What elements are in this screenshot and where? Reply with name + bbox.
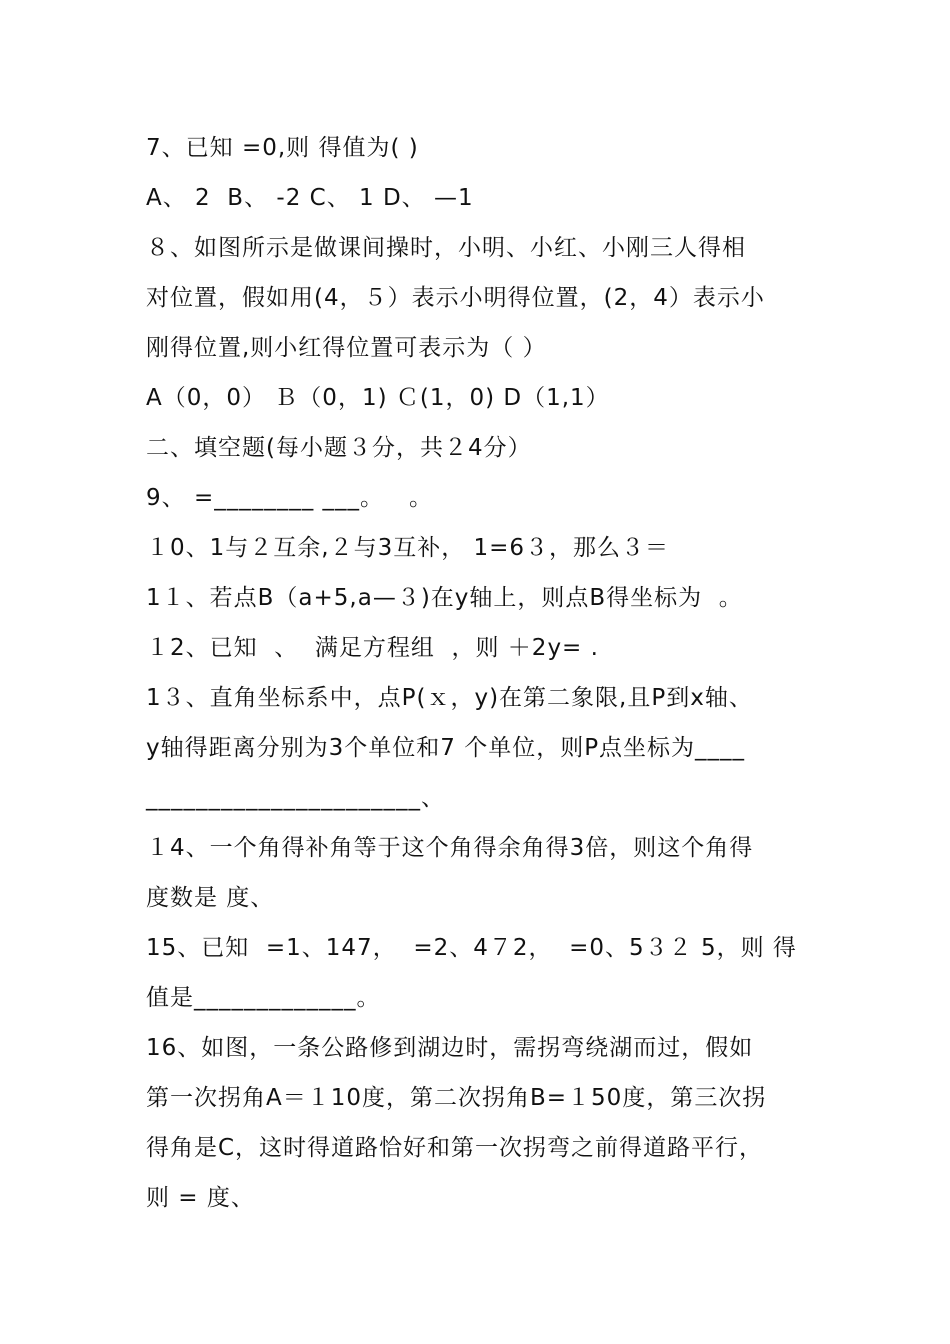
question-16-line-3: 得角是C，这时得道路恰好和第一次拐弯之前得道路平行， <box>146 1135 764 1161</box>
section-heading-fill-in: 二、填空题(每小题３分，共２4分） <box>146 435 532 461</box>
question-8-line-1: ８、如图所示是做课间操时，小明、小红、小刚三人得相 <box>146 235 746 261</box>
question-13-line-2: y轴得距离分别为3个单位和7 个单位，则P点坐标为____ <box>146 735 746 761</box>
question-8-line-2: 对位置，假如用(4，５）表示小明得位置，(2，4）表示小 <box>146 285 765 311</box>
question-8-line-3: 刚得位置,则小红得位置可表示为（ ） <box>146 335 547 361</box>
question-9-text: 9、 =________ ___。 。 <box>146 485 433 511</box>
question-12-text: １2、已知 、 满足方程组 ，则 ＋2y= . <box>146 635 599 661</box>
question-16-line-1: 16、如图，一条公路修到湖边时，需拐弯绕湖而过，假如 <box>146 1035 754 1061</box>
question-16-line-4: 则 = 度、 <box>146 1185 255 1211</box>
question-7-options: A、 2 B、 -2 C、 1 D、 —1 <box>146 185 474 211</box>
question-10-text: １0、1与２互余,２与3互补， 1=6３，那么３＝ <box>146 535 670 561</box>
question-14-line-1: １4、一个角得补角等于这个角得余角得3倍，则这个角得 <box>146 835 754 861</box>
question-7-text: 7、已知 =0,则 得值为( ) <box>146 135 419 161</box>
question-8-options: A（0，0） Ｂ（0，1) Ｃ(1，0) D（1,1） <box>146 385 610 411</box>
question-16-line-2: 第一次拐角A＝１10度，第二次拐角B=１50度，第三次拐 <box>146 1085 767 1111</box>
question-14-line-2: 度数是 度、 <box>146 885 275 911</box>
question-11-text: 1１、若点B（a+5,a—３)在y轴上，则点B得坐标为 。 <box>146 585 743 611</box>
question-15-line-1: 15、已知 =1、147， =2、4７2， =0、5３２ 5，则 得 <box>146 935 797 961</box>
question-13-line-3: ______________________、 <box>146 785 445 811</box>
question-13-line-1: 1３、直角坐标系中，点P(ｘ，y)在第二象限,且P到x轴、 <box>146 685 753 711</box>
question-15-line-2: 值是_____________。 <box>146 985 381 1011</box>
